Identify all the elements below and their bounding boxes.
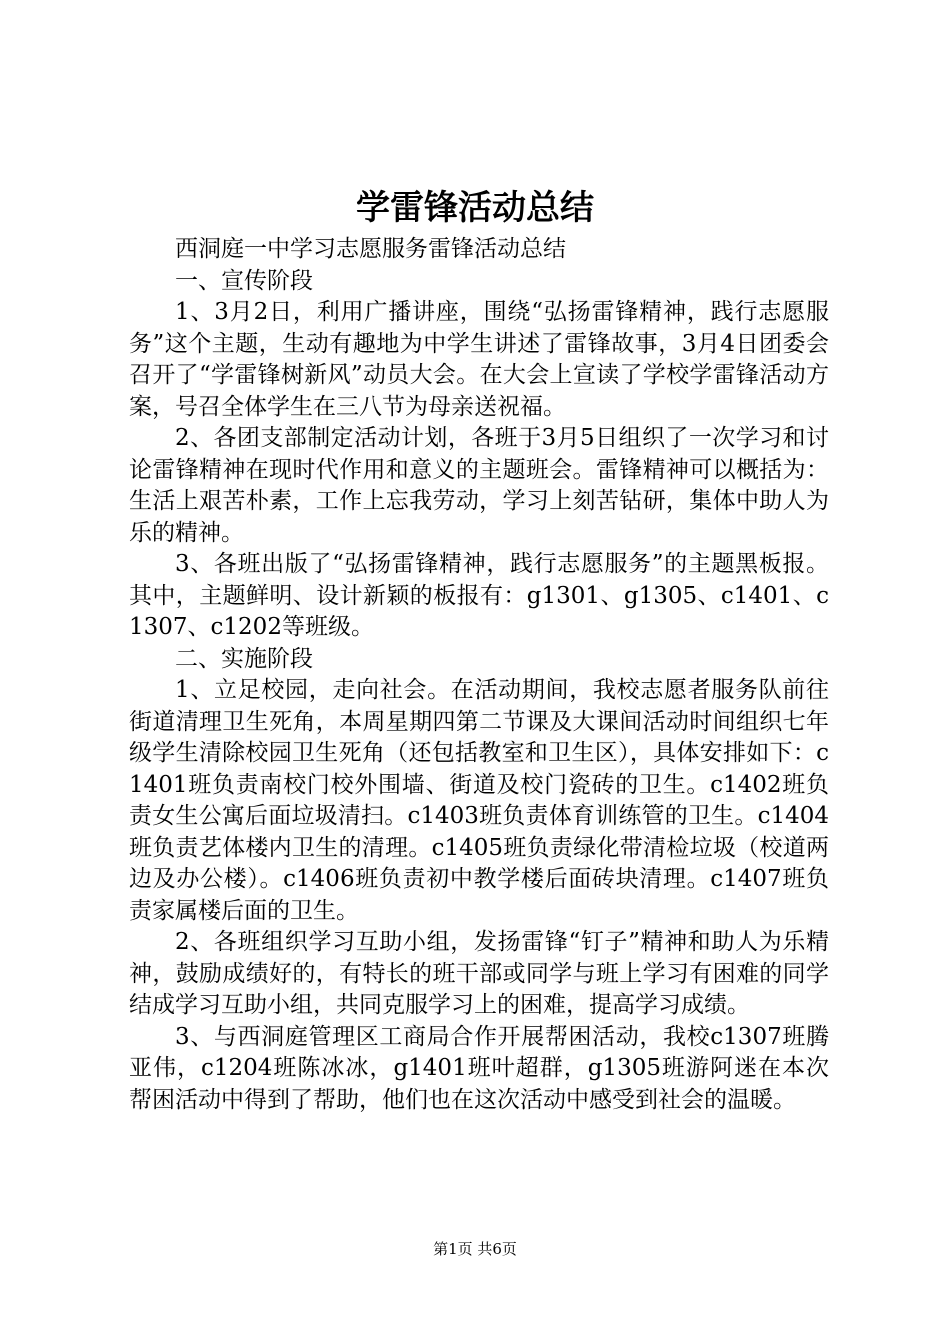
document-title: 学雷锋活动总结 (356, 188, 594, 228)
document-body (129, 234, 829, 1116)
paragraph-implementation-3: 3、与西洞庭管理区工商局合作开展帮困活动，我校c1307班腾亚伟，c1204班陈冰冰，g1401班叶超群，g1305班游阿迷在本次帮困活动中得到了帮助，他们也在这次活动中感受到社会的温暖。 (129, 1023, 829, 1113)
paragraph-publicity-2: 2、各团支部制定活动计划，各班于3月5日组织了一次学习和讨论雷锋精神在现时代作用和意义的主题班会。雷锋精神可以概括为：生活上艰苦朴素，工作上忘我劳动，学习上刻苦钻研，集体中助人为乐的精神。 (129, 425, 829, 546)
section-heading-publicity: 一、宣传阶段 (175, 267, 313, 294)
paragraph-publicity-1: 1、3月2日，利用广播讲座，围绕“弘扬雷锋精神，践行志愿服务”这个主题，生动有趣地为中学生讲述了雷锋故事，3月4日团委会召开了“学雷锋树新风”动员大会。在大会上宣读了学校学雷锋活动方案，号召全体学生在三八节为母亲送祝福。 (129, 299, 829, 420)
paragraph-implementation-2: 2、各班组织学习互助小组，发扬雷锋“钉子”精神和助人为乐精神，鼓励成绩好的，有特长的班干部或同学与班上学习有困难的同学结成学习互助小组，共同克服学习上的困难，提高学习成绩。 (129, 929, 829, 1018)
subtitle-paragraph: 西洞庭一中学习志愿服务雷锋活动总结 (175, 236, 566, 262)
paragraph-publicity-3: 3、各班出版了“弘扬雷锋精神，践行志愿服务”的主题黑板报。其中，主题鲜明、设计新颖的板报有：g1301、g1305、c1401、c1307、c1202等班级。 (129, 551, 829, 640)
paragraph-implementation-1: 1、立足校园，走向社会。在活动期间，我校志愿者服务队前往街道清理卫生死角，本周星期四第二节课及大课间活动时间组织七年级学生清除校园卫生死角（还包括教室和卫生区），具体安排如下：c1401班负责南校门校外围墙、街道及校门瓷砖的卫生。c1402班负责女生公寓后面垃圾清扫。c1403班负责体育训练管的卫生。c1404班负责艺体楼内卫生的清理。c1405班负责绿化带清检垃圾（校道两边及办公楼）。c1406班负责初中教学楼后面砖块清理。c1407班负责家属楼后面的卫生。 (129, 677, 829, 924)
page-number-footer: 第1页 共6页 (433, 1240, 517, 1258)
section-heading-implementation: 二、实施阶段 (175, 645, 313, 672)
